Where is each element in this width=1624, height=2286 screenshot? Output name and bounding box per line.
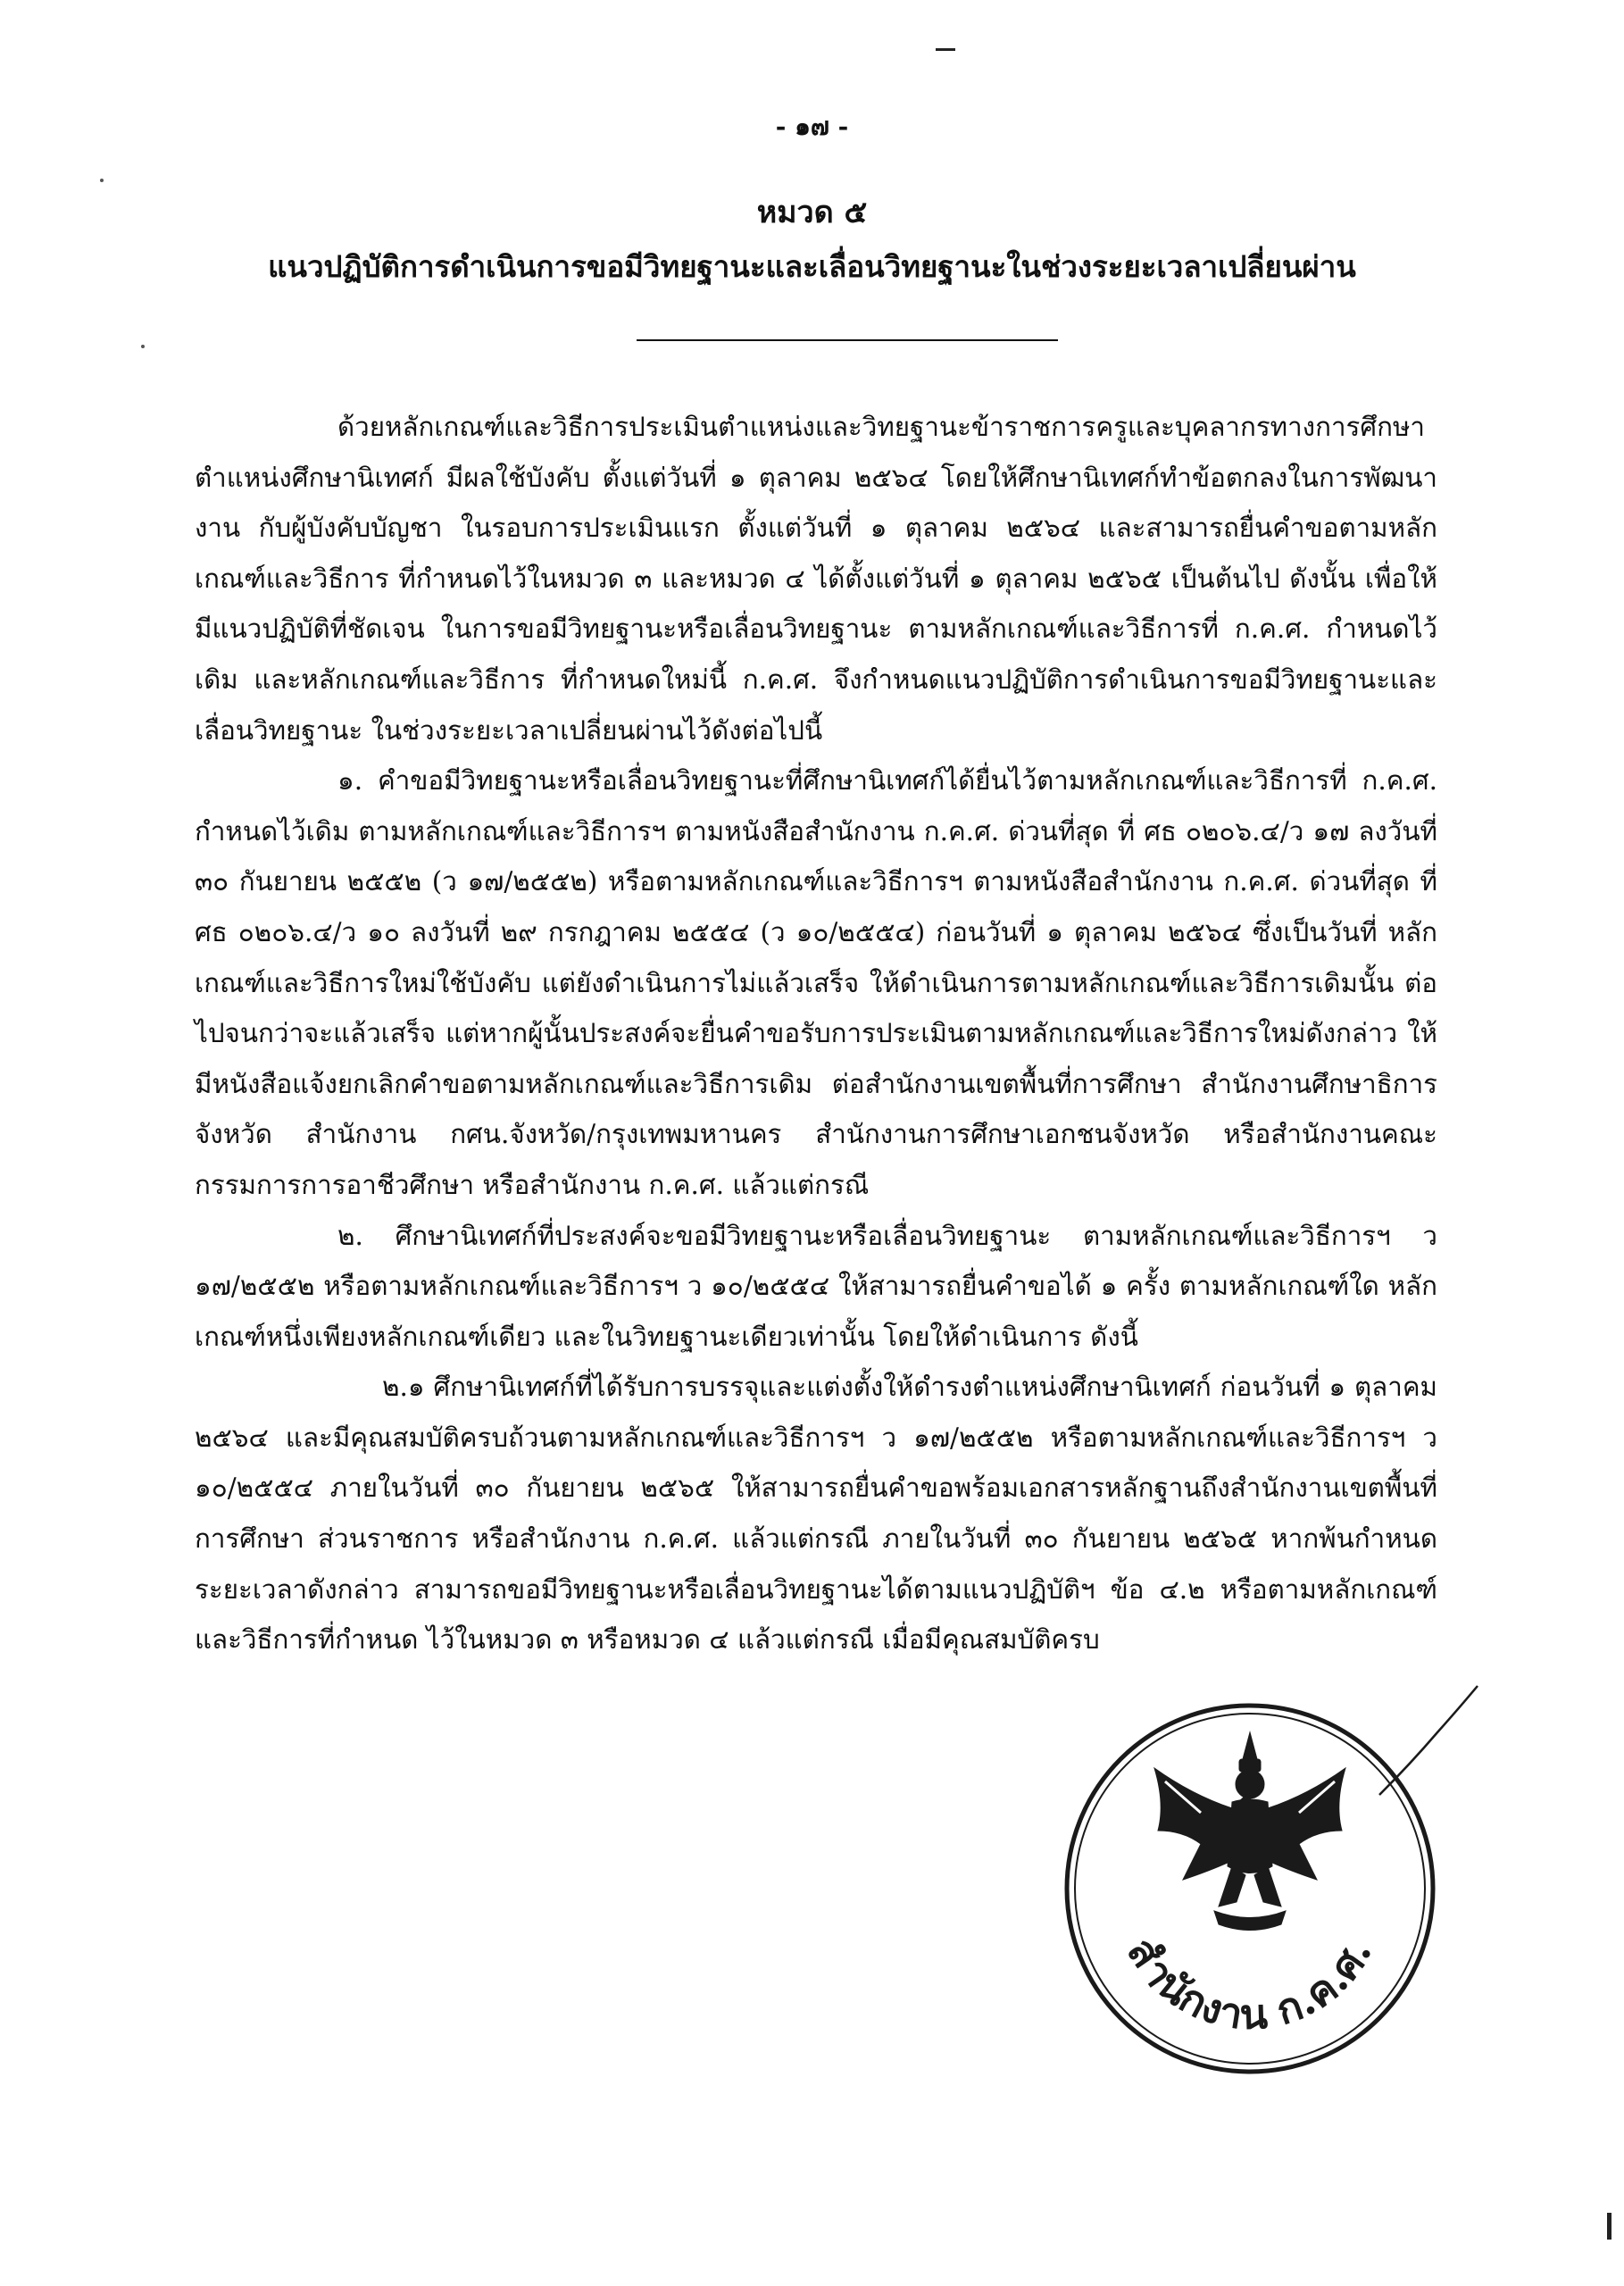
- scan-mark: [936, 48, 955, 51]
- scan-speck: [141, 345, 145, 348]
- garuda-emblem-icon: [1154, 1732, 1345, 1931]
- stamp-text: สำนักงาน ก.ค.ศ.: [1117, 1928, 1381, 2040]
- clause-2-paragraph: ๒. ศึกษานิเทศก์ที่ประสงค์จะขอมีวิทยฐานะหรือเลื่อนวิทยฐานะ ตามหลักเกณฑ์และวิธีการฯ ว ๑๗/๒๕๕๒ หรือตามหลักเกณฑ์และวิธีการฯ ว ๑๐/๒๕๕๔ ให้สามารถยื่นคำขอได้ ๑ ครั้ง ตามหลักเกณฑ์ใด หลักเกณฑ์หนึ่งเพียงหลักเกณฑ์เดียว และในวิทยฐานะเดียวเท่านั้น โดยให้ดำเนินการ ดังนี้: [195, 1220, 1437, 1352]
- page-title: แนวปฏิบัติการดำเนินการขอมีวิทยฐานะและเลื่อนวิทยฐานะในช่วงระยะเวลาเปลี่ยนผ่าน: [268, 249, 1356, 284]
- document-body: [195, 402, 1437, 1665]
- signature-stroke: [1375, 1679, 1482, 1804]
- scan-speck: [100, 179, 104, 182]
- intro-paragraph: ด้วยหลักเกณฑ์และวิธีการประเมินตำแหน่งและวิทยฐานะข้าราชการครูและบุคลากรทางการศึกษา ตำแหน่งศึกษานิเทศก์ มีผลใช้บังคับ ตั้งแต่วันที่ ๑ ตุลาคม ๒๕๖๔ โดยให้ศึกษานิเทศก์ทำข้อตกลงในการพัฒนางาน กับผู้บังคับบัญชา ในรอบการประเมินแรก ตั้งแต่วันที่ ๑ ตุลาคม ๒๕๖๔ และสามารถยื่นคำขอตามหลักเกณฑ์และวิธีการ ที่กำหนดไว้ในหมวด ๓ และหมวด ๔ ได้ตั้งแต่วันที่ ๑ ตุลาคม ๒๕๖๕ เป็นต้นไป ดังนั้น เพื่อให้มีแนวปฏิบัติที่ชัดเจน ในการขอมีวิทยฐานะหรือเลื่อนวิทยฐานะ ตามหลักเกณฑ์และวิธีการที่ ก.ค.ศ. กำหนดไว้เดิม และหลักเกณฑ์และวิธีการ ที่กำหนดใหม่นี้ ก.ค.ศ. จึงกำหนดแนวปฏิบัติการดำเนินการขอมีวิทยฐานะและเลื่อนวิทยฐานะ ในช่วงระยะเวลาเปลี่ยนผ่านไว้ดังต่อไปนี้: [195, 412, 1437, 746]
- scan-mark: [1607, 2213, 1612, 2240]
- title-divider: [637, 339, 1058, 341]
- clause-1-paragraph: ๑. คำขอมีวิทยฐานะหรือเลื่อนวิทยฐานะที่ศึกษานิเทศก์ได้ยื่นไว้ตามหลักเกณฑ์และวิธีการที่ ก.ค.ศ. กำหนดไว้เดิม ตามหลักเกณฑ์และวิธีการฯ ตามหนังสือสำนักงาน ก.ค.ศ. ด่วนที่สุด ที่ ศธ ๐๒๐๖.๔/ว ๑๗ ลงวันที่ ๓๐ กันยายน ๒๕๕๒ (ว ๑๗/๒๕๕๒) หรือตามหลักเกณฑ์และวิธีการฯ ตามหนังสือสำนักงาน ก.ค.ศ. ด่วนที่สุด ที่ ศธ ๐๒๐๖.๔/ว ๑๐ ลงวันที่ ๒๙ กรกฎาคม ๒๕๕๔ (ว ๑๐/๒๕๕๔) ก่อนวันที่ ๑ ตุลาคม ๒๕๖๔ ซึ่งเป็นวันที่ หลักเกณฑ์และวิธีการใหม่ใช้บังคับ แต่ยังดำเนินการไม่แล้วเสร็จ ให้ดำเนินการตามหลักเกณฑ์และวิธีการเดิมนั้น ต่อไปจนกว่าจะแล้วเสร็จ แต่หากผู้นั้นประสงค์จะยื่นคำขอรับการประเมินตามหลักเกณฑ์และวิธีการใหม่ดังกล่าว ให้มีหนังสือแจ้งยกเลิกคำขอตามหลักเกณฑ์และวิธีการเดิม ต่อสำนักงานเขตพื้นที่การศึกษา สำนักงานศึกษาธิการจังหวัด สำนักงาน กศน.จังหวัด/กรุงเทพมหานคร สำนักงานการศึกษาเอกชนจังหวัด หรือสำนักงานคณะกรรมการการอาชีวศึกษา หรือสำนักงาน ก.ค.ศ. แล้วแต่กรณี: [195, 765, 1437, 1200]
- clause-2-1-paragraph: ๒.๑ ศึกษานิเทศก์ที่ได้รับการบรรจุและแต่งตั้งให้ดำรงตำแหน่งศึกษานิเทศก์ ก่อนวันที่ ๑ ตุลาคม ๒๕๖๔ และมีคุณสมบัติครบถ้วนตามหลักเกณฑ์และวิธีการฯ ว ๑๗/๒๕๕๒ หรือตามหลักเกณฑ์และวิธีการฯ ว ๑๐/๒๕๕๔ ภายในวันที่ ๓๐ กันยายน ๒๕๖๕ ให้สามารถยื่นคำขอพร้อมเอกสารหลักฐานถึงสำนักงานเขตพื้นที่การศึกษา ส่วนราชการ หรือสำนักงาน ก.ค.ศ. แล้วแต่กรณี ภายในวันที่ ๓๐ กันยายน ๒๕๖๕ หากพ้นกำหนดระยะเวลาดังกล่าว สามารถขอมีวิทยฐานะหรือเลื่อนวิทยฐานะได้ตามแนวปฏิบัติฯ ข้อ ๔.๒ หรือตามหลักเกณฑ์และวิธีการที่กำหนด ไว้ในหมวด ๓ หรือหมวด ๔ แล้วแต่กรณี เมื่อมีคุณสมบัติครบ: [195, 1372, 1437, 1656]
- page-number: - ๑๗ -: [775, 112, 849, 141]
- chapter-heading: หมวด ๕: [756, 195, 868, 230]
